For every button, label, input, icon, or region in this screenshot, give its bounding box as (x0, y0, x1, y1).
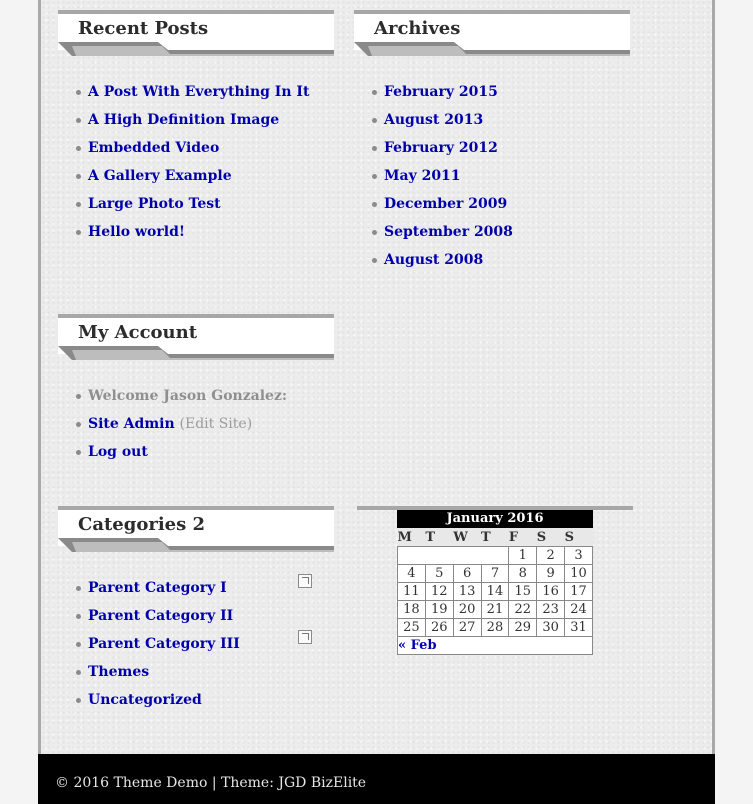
calendar-day: 4 (398, 565, 426, 583)
list-item (58, 162, 309, 190)
calendar-day: 1 (509, 547, 537, 565)
calendar-day: 19 (425, 601, 453, 619)
list-item (354, 246, 513, 274)
archive-link[interactable]: August 2008 (384, 252, 484, 268)
calendar-day: 27 (453, 619, 481, 637)
category-link[interactable]: Parent Category III (88, 636, 240, 652)
list-item (58, 658, 240, 686)
calendar-day: 18 (398, 601, 426, 619)
calendar-week (398, 601, 593, 619)
calendar-prev-link[interactable]: « Feb (398, 638, 437, 653)
list-item (58, 410, 287, 438)
list-item (354, 162, 513, 190)
list-item (58, 134, 309, 162)
list-item (58, 106, 309, 134)
categories-title: Categories 2 (78, 514, 206, 535)
recent-post-link[interactable]: Embedded Video (88, 140, 220, 156)
calendar-day: 20 (453, 601, 481, 619)
weekday-header: F (509, 528, 537, 547)
calendar-week (398, 619, 593, 637)
calendar-day: 7 (481, 565, 509, 583)
my-account-list (58, 382, 287, 466)
calendar-day: 26 (425, 619, 453, 637)
recent-posts-list (58, 78, 309, 246)
list-item (354, 78, 513, 106)
welcome-text: Welcome Jason Gonzalez: (88, 388, 288, 404)
weekday-header: S (565, 528, 593, 547)
recent-posts-header (58, 10, 334, 56)
weekday-header: S (537, 528, 565, 547)
category-link[interactable]: Themes (88, 664, 150, 680)
calendar-week (398, 583, 593, 601)
calendar-day: 6 (453, 565, 481, 583)
calendar-day: 15 (509, 583, 537, 601)
edit-site-link[interactable]: (Edit Site) (179, 416, 253, 432)
site-admin-link[interactable]: Site Admin (88, 416, 175, 432)
categories-list (58, 574, 240, 714)
category-link[interactable]: Uncategorized (88, 692, 202, 708)
list-item (58, 438, 287, 466)
list-item (58, 574, 240, 602)
archive-link[interactable]: February 2015 (384, 84, 498, 100)
archive-link[interactable]: December 2009 (384, 196, 508, 212)
calendar-caption: January 2016 (397, 510, 593, 528)
calendar-day: 17 (565, 583, 593, 601)
calendar (397, 510, 593, 655)
calendar-day: 16 (537, 583, 565, 601)
list-item (354, 106, 513, 134)
calendar-day: 31 (565, 619, 593, 637)
list-item (354, 190, 513, 218)
list-item (58, 686, 240, 714)
calendar-week (398, 547, 593, 565)
archives-header (354, 10, 630, 56)
list-item (354, 218, 513, 246)
logout-link[interactable]: Log out (88, 444, 148, 460)
list-item (58, 78, 309, 106)
calendar-day: 3 (565, 547, 593, 565)
recent-post-link[interactable]: A Gallery Example (88, 168, 232, 184)
list-item (58, 382, 287, 410)
calendar-day: 24 (565, 601, 593, 619)
category-link[interactable]: Parent Category II (88, 608, 234, 624)
list-item (58, 190, 309, 218)
recent-posts-title: Recent Posts (78, 18, 209, 39)
calendar-day: 25 (398, 619, 426, 637)
my-account-title: My Account (78, 322, 198, 343)
archives-title: Archives (374, 18, 461, 39)
list-item (58, 630, 240, 658)
list-item (58, 218, 309, 246)
calendar-day: 30 (537, 619, 565, 637)
weekday-header: T (425, 528, 453, 547)
archive-link[interactable]: May 2011 (384, 168, 461, 184)
site-footer (38, 754, 715, 804)
calendar-day: 10 (565, 565, 593, 583)
recent-post-link[interactable]: A Post With Everything In It (88, 84, 310, 100)
recent-post-link[interactable]: Large Photo Test (88, 196, 221, 212)
calendar-day: 12 (425, 583, 453, 601)
calendar-nav (398, 637, 593, 655)
calendar-day: 11 (398, 583, 426, 601)
my-account-header (58, 314, 334, 360)
calendar-day: 9 (537, 565, 565, 583)
category-toggle-icon[interactable] (298, 630, 312, 644)
archives-list (354, 78, 513, 274)
calendar-day: 8 (509, 565, 537, 583)
footer-text: © 2016 Theme Demo | Theme: JGD BizElite (55, 775, 367, 791)
weekday-header: W (453, 528, 481, 547)
page-content (38, 0, 715, 804)
calendar-day: 23 (537, 601, 565, 619)
weekday-header: M (398, 528, 426, 547)
archive-link[interactable]: February 2012 (384, 140, 498, 156)
calendar-day: 14 (481, 583, 509, 601)
calendar-day: 22 (509, 601, 537, 619)
categories-header (58, 506, 334, 552)
weekday-header: T (481, 528, 509, 547)
recent-post-link[interactable]: Hello world! (88, 224, 186, 240)
calendar-week (398, 565, 593, 583)
calendar-pad (398, 547, 509, 565)
archive-link[interactable]: August 2013 (384, 112, 484, 128)
calendar-day: 21 (481, 601, 509, 619)
category-link[interactable]: Parent Category I (88, 580, 227, 596)
list-item (58, 602, 240, 630)
recent-post-link[interactable]: A High Definition Image (88, 112, 280, 128)
list-item (354, 134, 513, 162)
calendar-day: 28 (481, 619, 509, 637)
calendar-day: 29 (509, 619, 537, 637)
archive-link[interactable]: September 2008 (384, 224, 513, 240)
calendar-day: 2 (537, 547, 565, 565)
category-toggle-icon[interactable] (298, 574, 312, 588)
calendar-day: 13 (453, 583, 481, 601)
calendar-day: 5 (425, 565, 453, 583)
